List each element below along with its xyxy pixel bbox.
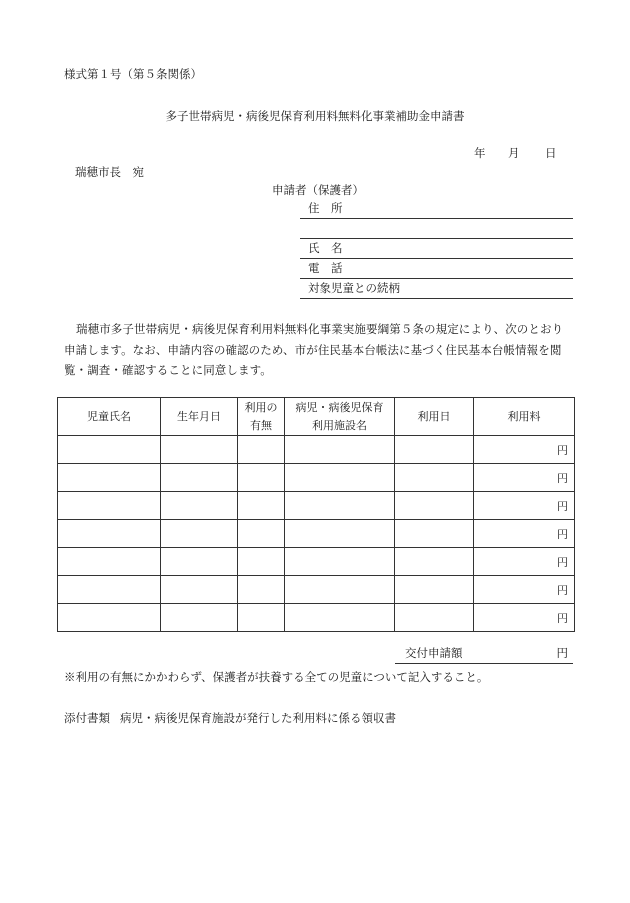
table-row — [58, 436, 575, 464]
attachment-value: 病児・病後児保育施設が発行した利用料に係る領収書 — [120, 711, 396, 725]
form-title: 多子世帯病児・病後児保育利用料無料化事業補助金申請書 — [165, 109, 465, 123]
applicant-heading: 申請者（保護者） — [272, 183, 364, 197]
use-date-cell[interactable] — [395, 576, 474, 604]
date-day-label: 日 — [545, 146, 557, 160]
use-date-cell[interactable] — [395, 548, 474, 576]
use-date-cell[interactable] — [395, 604, 474, 632]
facility-cell[interactable] — [285, 464, 395, 492]
child-name-cell[interactable] — [58, 548, 161, 576]
header-facility-line1: 病児・病後児保育 — [295, 400, 384, 414]
use-date-cell[interactable] — [395, 464, 474, 492]
usage-cell[interactable] — [238, 436, 285, 464]
child-name-cell[interactable] — [58, 492, 161, 520]
birth-date-cell[interactable] — [161, 436, 238, 464]
facility-cell[interactable] — [285, 492, 395, 520]
header-use-date: 利用日 — [395, 398, 474, 436]
issue-amount-label: 交付申請額 — [405, 646, 463, 660]
table-header-row — [58, 398, 575, 436]
fee-cell[interactable]: 円 — [474, 604, 575, 632]
child-name-cell[interactable] — [58, 436, 161, 464]
table-row — [58, 548, 575, 576]
fee-cell[interactable]: 円 — [474, 492, 575, 520]
fee-cell[interactable]: 円 — [474, 576, 575, 604]
name-label: 氏 名 — [308, 241, 343, 255]
child-name-cell[interactable] — [58, 576, 161, 604]
note: ※利用の有無にかかわらず、保護者が扶養する全ての児童について記入すること。 — [64, 670, 489, 684]
header-birth-date: 生年月日 — [161, 398, 238, 436]
form-number: 様式第１号（第５条関係） — [64, 67, 202, 81]
attachment-label: 添付書類 — [64, 711, 110, 725]
header-usage-line2: 有無 — [250, 418, 272, 432]
child-name-cell[interactable] — [58, 464, 161, 492]
header-usage-line1: 利用の — [244, 400, 278, 414]
header-fee: 利用料 — [474, 398, 575, 436]
table-row — [58, 576, 575, 604]
use-date-cell[interactable] — [395, 492, 474, 520]
phone-label: 電 話 — [308, 261, 343, 275]
date-year-label: 年 — [474, 146, 486, 160]
phone-field[interactable] — [300, 259, 573, 279]
consent-statement — [64, 319, 576, 381]
table-row — [58, 492, 575, 520]
issue-amount-unit: 円 — [556, 646, 568, 660]
addressee: 瑞穂市長 宛 — [75, 165, 144, 179]
facility-cell[interactable] — [285, 436, 395, 464]
facility-cell[interactable] — [285, 576, 395, 604]
child-name-cell[interactable] — [58, 520, 161, 548]
consent-line-1: 瑞穂市多子世帯病児・病後児保育利用料無料化事業実施要綱第５条の規定により、次のとおり — [76, 322, 564, 336]
attachment — [64, 710, 396, 726]
fee-cell[interactable]: 円 — [474, 436, 575, 464]
use-date-cell[interactable] — [395, 436, 474, 464]
table-row — [58, 464, 575, 492]
birth-date-cell[interactable] — [161, 604, 238, 632]
consent-line-2: 申請します。なお、申請内容の確認のため、市が住民基本台帳法に基づく住民基本台帳情報を閲 — [64, 342, 562, 357]
issue-amount-field[interactable] — [395, 644, 573, 664]
usage-cell[interactable] — [238, 520, 285, 548]
usage-cell[interactable] — [238, 604, 285, 632]
header-child-name: 児童氏名 — [58, 398, 161, 436]
name-field[interactable] — [300, 239, 573, 259]
children-table — [57, 397, 575, 632]
address-field-line2[interactable] — [300, 219, 573, 239]
facility-cell[interactable] — [285, 520, 395, 548]
usage-cell[interactable] — [238, 576, 285, 604]
child-name-cell[interactable] — [58, 604, 161, 632]
birth-date-cell[interactable] — [161, 464, 238, 492]
facility-cell[interactable] — [285, 548, 395, 576]
birth-date-cell[interactable] — [161, 576, 238, 604]
fee-cell[interactable]: 円 — [474, 464, 575, 492]
date-month-label: 月 — [508, 146, 520, 160]
fee-cell[interactable]: 円 — [474, 520, 575, 548]
header-facility-line2: 利用施設名 — [312, 418, 367, 432]
relation-label: 対象児童との続柄 — [308, 281, 400, 295]
usage-cell[interactable] — [238, 548, 285, 576]
fee-cell[interactable]: 円 — [474, 548, 575, 576]
consent-line-3: 覧・調査・確認することに同意します。 — [64, 363, 272, 377]
use-date-cell[interactable] — [395, 520, 474, 548]
address-label: 住 所 — [308, 201, 343, 215]
usage-cell[interactable] — [238, 464, 285, 492]
table-row — [58, 604, 575, 632]
header-facility — [285, 398, 395, 436]
relation-field[interactable] — [300, 279, 573, 299]
birth-date-cell[interactable] — [161, 548, 238, 576]
usage-cell[interactable] — [238, 492, 285, 520]
birth-date-cell[interactable] — [161, 492, 238, 520]
facility-cell[interactable] — [285, 604, 395, 632]
table-row — [58, 520, 575, 548]
address-field[interactable] — [300, 199, 573, 219]
birth-date-cell[interactable] — [161, 520, 238, 548]
header-usage — [238, 398, 285, 436]
